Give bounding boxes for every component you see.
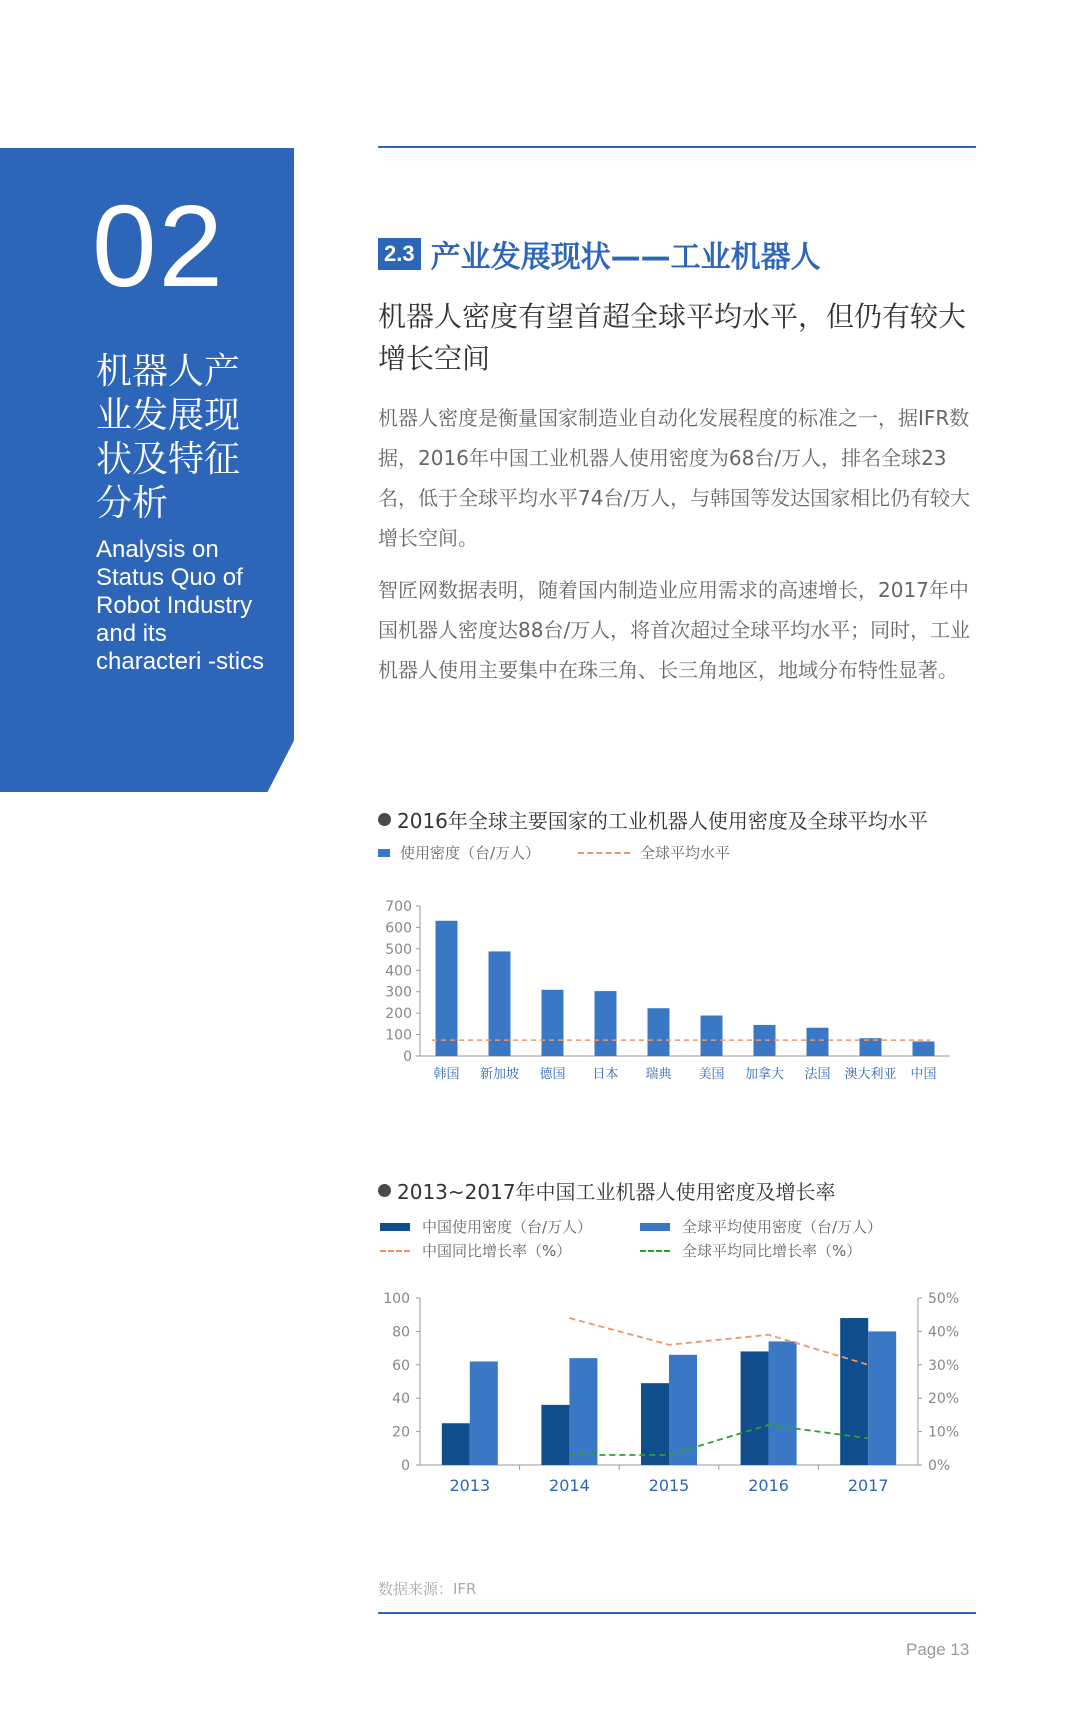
y-tick-label: 500 [385,941,412,958]
section-title [378,232,821,276]
china-growth-line [569,1318,868,1365]
bar-world [868,1331,896,1465]
chart2-legend-china-label: 中国使用密度（台/万人） [422,1218,593,1236]
chart2-title [378,1176,836,1205]
bar-world [569,1358,597,1465]
world-growth-line [569,1425,868,1455]
y-tick-label: 200 [385,1006,412,1023]
y-tick-label: 20 [392,1424,410,1441]
x-tick-label: 美国 [698,1067,725,1082]
y2-tick-label: 40% [928,1324,960,1341]
y2-tick-label: 30% [928,1357,960,1374]
bullet-dot-icon [378,1184,391,1197]
bar-china [442,1423,470,1465]
x-tick-label: 澳大利亚 [844,1067,897,1082]
y-tick-label: 100 [383,1291,410,1307]
chart2-legend-world-rate-label: 全球平均同比增长率（%） [682,1242,862,1260]
bar-world [470,1361,498,1465]
chapter-number: 02 [92,181,226,311]
y-tick-label: 400 [385,963,412,980]
bar [648,1008,670,1056]
x-tick-label: 法国 [804,1067,831,1082]
chart1-title-text: 2016年全球主要国家的工业机器人使用密度及全球平均水平 [397,809,928,833]
bottom-rule [378,1612,976,1614]
section-subtitle: 机器人密度有望首超全球平均水平，但仍有较大增长空间 [378,300,967,375]
bar [807,1028,829,1056]
bar [542,990,564,1056]
chart2-legend-world-label: 全球平均使用密度（台/万人） [682,1218,883,1236]
chart2-legend-china-rate-label: 中国同比增长率（%） [422,1242,572,1260]
bar [595,991,617,1056]
bar-china [541,1405,569,1465]
x-tick-label: 2017 [847,1476,889,1495]
paragraph-2: 智匠网数据表明，随着国内制造业应用需求的高速增长，2017年中国机器人密度达88台/万人，将首次超过全球平均水平；同时，工业机器人使用主要集中在珠三角、长三角地区，地域分布特性显著。 [378,578,971,682]
x-tick-label: 2016 [748,1476,789,1495]
chart1-legend-line-label: 全球平均水平 [640,844,731,862]
x-tick-label: 2014 [549,1476,590,1495]
paragraph-1: 机器人密度是衡量国家制造业自动化发展程度的标准之一，据IFR数据，2016年中国工业机器人使用密度为68台/万人，排名全球23名，低于全球平均水平74台/万人，与韩国等发达国家相比仍有较大增长空间。 [378,406,971,550]
y-tick-label: 60 [392,1357,410,1374]
chart2-legend-world [640,1216,882,1237]
y-tick-label: 0 [403,1049,412,1065]
y-tick-label: 0 [401,1458,410,1474]
x-tick-label: 2015 [648,1476,690,1495]
y-tick-label: 700 [385,900,412,915]
bar [436,921,458,1056]
page-number: Page 13 [906,1640,970,1659]
chart2-legend-china [380,1216,592,1237]
y2-tick-label: 50% [928,1291,960,1307]
x-tick-label: 中国 [910,1067,937,1082]
chart2-title-text: 2013~2017年中国工业机器人使用密度及增长率 [397,1180,836,1204]
bar-world [769,1341,797,1465]
y-tick-label: 300 [385,984,412,1001]
chart1-legend-bar [378,842,540,863]
bullet-dot-icon [378,813,391,826]
legend-dash-swatch [380,1250,410,1252]
x-tick-label: 2013 [449,1476,491,1495]
y-tick-label: 100 [385,1027,412,1044]
y-tick-label: 600 [385,920,412,937]
bar [860,1038,882,1056]
legend-dash-swatch [578,852,630,854]
bar [913,1041,935,1056]
chart1-title [378,805,928,834]
section-badge: 2.3 [378,238,421,270]
x-tick-label: 日本 [592,1067,619,1082]
y-tick-label: 40 [392,1391,410,1408]
chapter-title-cn: 机器人产业发展现状及特征分析 [96,351,241,524]
bar-china [741,1351,769,1465]
y-tick-label: 80 [392,1324,410,1341]
x-tick-label: 新加坡 [479,1067,520,1082]
x-tick-label: 瑞典 [645,1067,672,1082]
legend-swatch [640,1223,670,1231]
chart2-legend-world-rate [640,1240,861,1261]
bar-china [840,1318,868,1465]
chart1-legend-bar-label: 使用密度（台/万人） [400,844,541,862]
x-tick-label: 加拿大 [744,1067,785,1082]
bar [701,1016,723,1057]
y2-tick-label: 10% [928,1424,960,1441]
y2-tick-label: 0% [928,1458,951,1474]
top-rule [378,146,976,148]
legend-swatch [380,1223,410,1231]
chart2 [370,1290,980,1520]
chart2-legend-china-rate [380,1240,571,1261]
bar-china [641,1383,669,1465]
chart1 [370,900,970,1090]
y2-tick-label: 20% [928,1391,960,1408]
chapter-title-en: Analysis on Status Quo of Robot Industry and its characteri -stics [96,536,265,675]
x-tick-label: 韩国 [433,1067,460,1082]
x-tick-label: 德国 [539,1067,566,1082]
data-source: 数据来源：IFR [378,1580,477,1598]
legend-dash-swatch [640,1250,670,1252]
section-heading: 产业发展现状——工业机器人 [430,240,821,275]
chart1-legend-line [578,842,730,863]
legend-bar-swatch [378,849,390,857]
